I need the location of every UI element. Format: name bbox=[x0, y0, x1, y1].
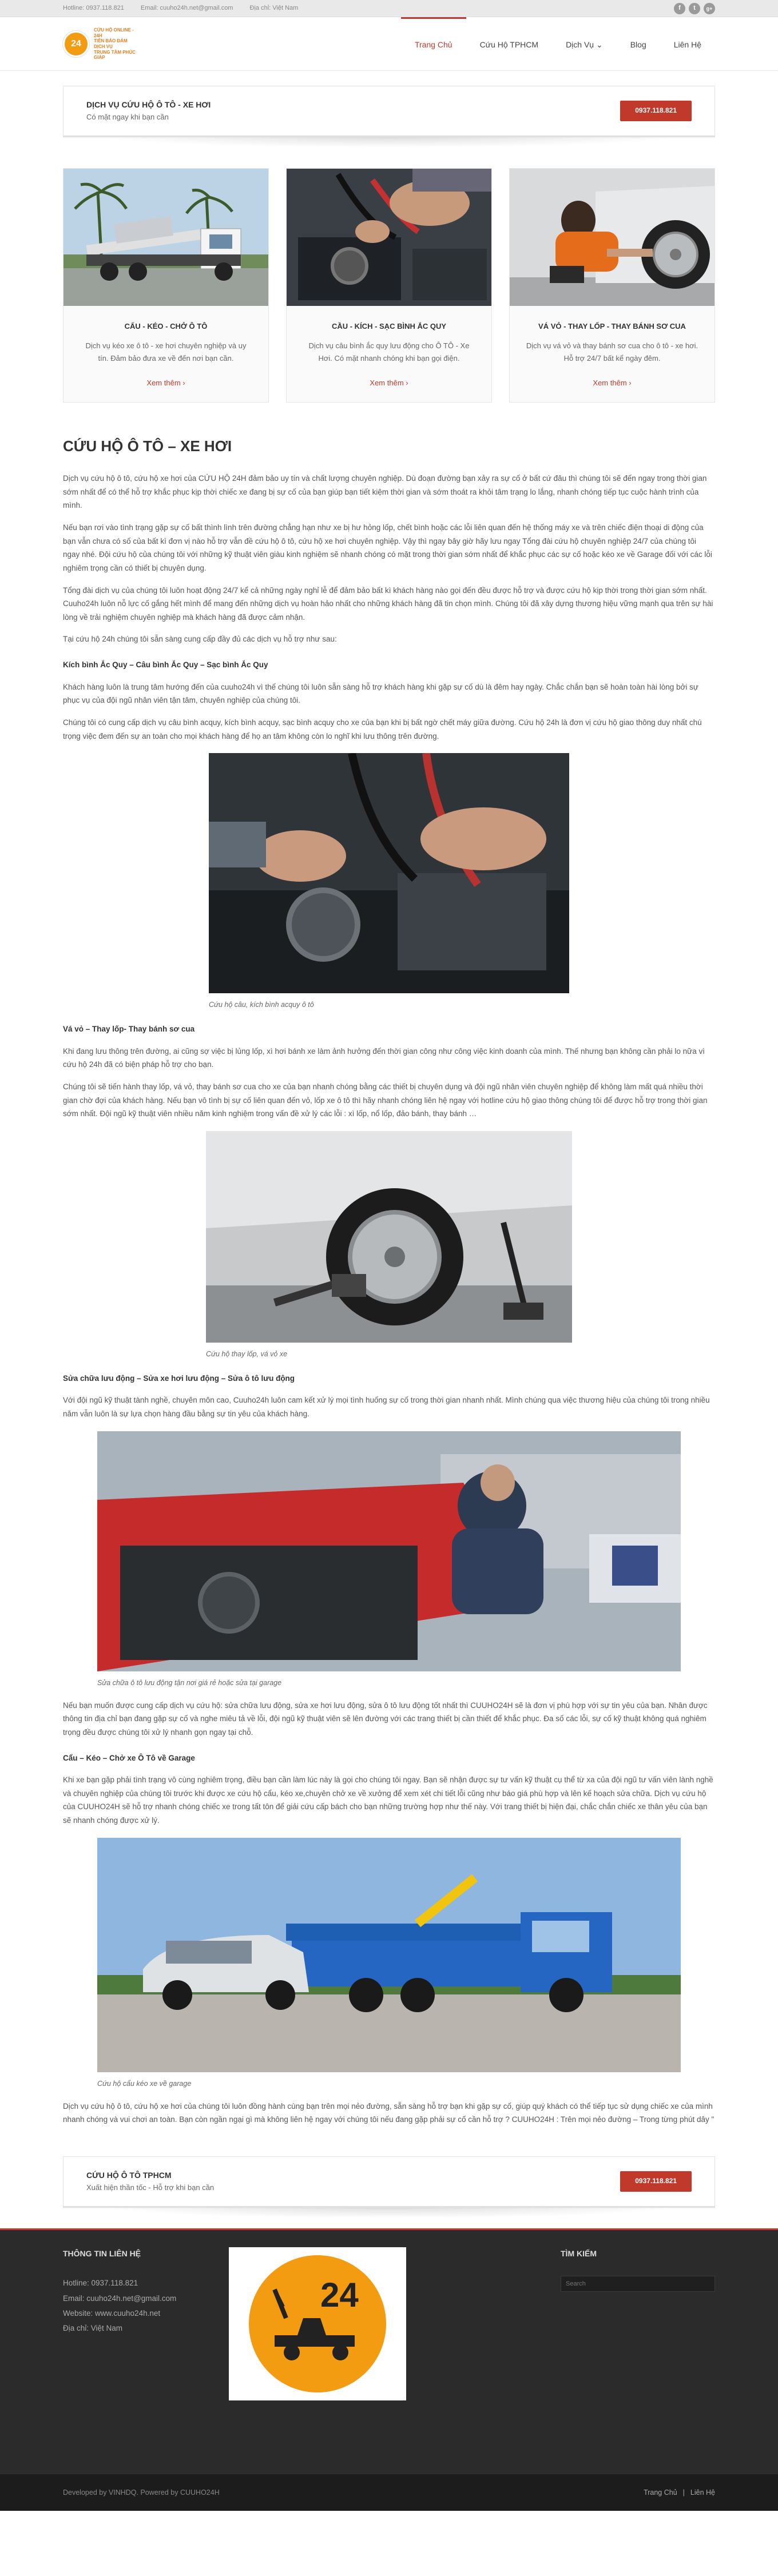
footer-contact bbox=[63, 2247, 229, 2400]
service-title: CẦU - KÍCH - SẠC BÌNH ẮC QUY bbox=[331, 322, 447, 331]
footer-links bbox=[644, 2487, 715, 2498]
top-callout bbox=[63, 86, 715, 137]
figure-tire bbox=[206, 1131, 572, 1360]
article-paragraph: Khi xe bạn gặp phải tình trạng vô cùng nghiêm trọng, điều bạn cần làm lúc này là gọi cho chúng tôi ngay. Bạn sẽ nhận được sự tư vấn kỹ thuật cụ thể từ xa của đội ngũ tư vấn viên lành nghề và chuyên nghiệp của chúng tôi trước khi được xe cứu hộ cẩu, kéo xe,chuyên chở xe về xưởng để xem xét chi tiết lỗi cũng như báo giá phù hợp và lên kế hoạch sửa chữa. Dịch vụ cứu hộ của CUUHO24H sẽ hỗ trợ nhanh chóng chiếc xe trong tất tôn để giải cứu cấp bách cho bạn những trường hợp như thế này. Với trang thiết bị hiện đại, chắc chắn chiếc xe thân yêu của bạn sẽ nhanh chóng được xử lý. bbox=[63, 1775, 713, 1825]
footer-logo-badge: 24 bbox=[320, 2275, 359, 2314]
section-heading-repair: Sửa chữa lưu động – Sửa xe hơi lưu động – Sửa ô tô lưu động bbox=[63, 1373, 295, 1383]
top-email[interactable]: Email: cuuho24h.net@gmail.com bbox=[140, 5, 233, 12]
footer-address: Địa chỉ: Việt Nam bbox=[63, 2324, 123, 2333]
service-desc: Dịch vụ câu bình ắc quy lưu động cho Ô TÔ - Xe Hơi. Có mặt nhanh chóng khi bạn gọi điện. bbox=[308, 341, 470, 363]
callout-shadow bbox=[103, 137, 675, 148]
figure-caption: Cứu hộ thay lốp, vá vỏ xe bbox=[206, 1349, 288, 1358]
figure-repair bbox=[97, 1431, 681, 1689]
service-card-tow bbox=[63, 168, 269, 403]
service-card-tire bbox=[509, 168, 715, 403]
article-paragraph: Dịch vụ cứu hộ ô tô, cứu hộ xe hơi của chúng tôi luôn đồng hành cùng bạn trên mọi nẻo đường, sẵn sàng hỗ trợ bạn khi gặp sự cố, giúp quý khách có thể tiếp tục sử dụng chiếc xe của mình nhanh chóng và vui chơi an toàn. Bạn còn ngần ngại gì mà không liên hệ ngay với chúng tôi nếu đang gặp phải sự cố cần hỗ trợ ? CUUHO24H : Trên mọi nẻo đường – Trong từng phút dây " bbox=[63, 2101, 715, 2124]
section-heading-battery: Kích bình Ắc Quy – Câu bình Ắc Quy – Sạc bình Ắc Quy bbox=[63, 660, 268, 670]
copyright-text: Developed by VINHDQ. Powered by CUUHO24H bbox=[63, 2488, 220, 2497]
footer-link-home[interactable]: Trang Chủ bbox=[644, 2488, 677, 2497]
section-heading-tow: Cẩu – Kéo – Chở xe Ô Tô về Garage bbox=[63, 1753, 195, 1762]
services-row bbox=[63, 168, 715, 403]
logo-badge: 24 bbox=[63, 31, 89, 57]
callout-title: DỊCH VỤ CỨU HỘ Ô TÔ - XE HƠI bbox=[86, 100, 211, 110]
figure-tow bbox=[97, 1838, 681, 2089]
callout-shadow bbox=[103, 2208, 675, 2218]
battery-photo bbox=[209, 753, 569, 993]
callout-phone-button[interactable]: 0937.118.821 bbox=[620, 2171, 692, 2191]
article-paragraph: Nếu bạn muốn được cung cấp dịch vụ cứu hộ: sửa chữa lưu động, sửa xe hơi lưu động, sửa ô tô lưu động tốt nhất thì CUUHO24H sẽ là đơn vị phù hợp với sự tin yêu của bạn. Nhân được thông tin địa chỉ bạn đang gặp sự cố và nghe miêu tả về lỗi, đội ngũ kỹ thuật viên sẽ lên đường với các trang thiết bị cần thiết để khắc phục. Đa số các lỗi, sự cố kỹ thuật không quá nghiêm trọng đều được chúng tôi xử lý nhanh gọn ngay tại chỗ. bbox=[63, 1701, 708, 1737]
callout-subtitle: Có mặt ngay khi bạn cần bbox=[86, 112, 169, 121]
battery-jump-image bbox=[287, 169, 491, 306]
tire-photo bbox=[206, 1131, 572, 1343]
tow-truck-image bbox=[63, 169, 268, 306]
footer-link-separator: | bbox=[682, 2488, 685, 2497]
nav-lien-he[interactable]: Liên Hệ bbox=[673, 40, 701, 50]
callout-phone-button[interactable]: 0937.118.821 bbox=[620, 101, 692, 121]
figure-caption: Sửa chữa ô tô lưu động tận nơi giá rẻ hoặc sửa tại garage bbox=[97, 1678, 282, 1687]
site-footer bbox=[0, 2228, 778, 2474]
footer-contact-title: THÔNG TIN LIÊN HỆ bbox=[63, 2248, 141, 2258]
callout-subtitle: Xuất hiện thần tốc - Hỗ trợ khi bạn cần bbox=[86, 2183, 215, 2192]
footer-hotline: Hotline: 0937.118.821 bbox=[63, 2279, 138, 2288]
logo-text: CỨU HỘ ONLINE - 24H TIÊN BẢO ĐẢM DỊCH VỤ TRUNG TÂM PHÚC GIÁP bbox=[94, 27, 136, 61]
article-paragraph: Dịch vụ cứu hộ ô tô, cứu hộ xe hơi của CỨU HỘ 24H đảm bảo uy tín và chất lượng chuyên nghiệp. Dù đoạn đường bạn xảy ra sự cố ở bất cứ đâu thì chúng tôi sẽ đến ngay trong thời gian sớm nhất để có thể hỗ trợ khắc phục kịp thời chiếc xe đang bị sự cố của bạn giúp bạn tiết kiệm thời gian và sớm thoát ra khỏi tâm trạng lo lắng, nhanh chóng tiếp tục cuộc hành trình của mình. bbox=[63, 474, 707, 510]
facebook-icon[interactable]: f bbox=[674, 3, 685, 14]
service-title: CẨU - KÉO - CHỞ Ô TÔ bbox=[124, 322, 208, 331]
site-header bbox=[0, 17, 778, 71]
footer-website[interactable]: Website: www.cuuho24h.net bbox=[63, 2308, 161, 2318]
nav-cuu-ho-tphcm[interactable]: Cứu Hộ TPHCM bbox=[479, 40, 539, 50]
footer-search bbox=[561, 2247, 715, 2400]
section-heading-tire: Vá vỏ – Thay lốp- Thay bánh sơ cua bbox=[63, 1025, 195, 1034]
article-paragraph: Nếu bạn rơi vào tình trạng gặp sự cố bất thình lình trên đường chẳng hạn như xe bị hư hỏng lốp, chết bình hoặc các lỗi liên quan đến hệ thống máy xe và trên chiếc điện thoại di động của bạn vẫn chưa có số của bất kì đơn vị nào hỗ trợ vẫn đề cứu hộ ô tô, cứu hộ xe hơi chuyên nghiệp. Vậy thì ngay bây giờ hãy lưu ngay Tổng đài cứu hộ chuyên nghiệp 24/7 của chúng tôi ngay nhé. Đội cứu hộ của chúng tôi với những kỹ thuật viên giàu kinh nghiệm sẽ nhanh chóng có mặt trong thời gian sớm nhất để khắc phục các sự cố hoặc kéo xe về Garage đối với các lỗi nghiêm trọng cần có thiết bị chuyên dụng. bbox=[63, 523, 712, 572]
footer-search-title: TÌM KIẾM bbox=[561, 2248, 597, 2258]
service-title: VÁ VỎ - THAY LỐP - THAY BÁNH SƠ CUA bbox=[538, 322, 686, 331]
article-paragraph: Khi đang lưu thông trên đường, ai cũng sợ việc bị lủng lốp, xì hơi bánh xe làm ảnh hưởng đến thời gian công như công việc kinh doanh của mình. Thế nhưng bạn không cần phải lo nữa vì cứu hộ 24h đã có biện pháp hỗ trợ cho bạn. bbox=[63, 1046, 705, 1069]
google-plus-icon[interactable]: g+ bbox=[704, 3, 715, 14]
twitter-icon[interactable]: t bbox=[689, 3, 700, 14]
footer-email[interactable]: Email: cuuho24h.net@gmail.com bbox=[63, 2294, 177, 2303]
tow-photo bbox=[97, 1838, 681, 2072]
top-location: Địa chỉ: Việt Nam bbox=[249, 5, 299, 12]
article-paragraph: Chúng tôi sẽ tiến hành thay lốp, vá vỏ, thay bánh sơ cua cho xe của bạn nhanh chóng bằng các thiết bị chuyên dụng và đội ngũ nhân viên chuyên nghiệp để không làm mất quá nhiều thời gian chờ đợi của khách hàng. Nếu bạn vô tình bị sự cố liên quan đến vỏ, lốp xe ô tô thì hãy nhanh chóng liên hệ ngay với hotline cứu hộ giao thông chúng tôi để được hỗ trợ trong thời gian sớm nhất. Đội ngũ kỹ thuật viên nhiều năm kinh nghiệm trong vấn đề xử lý các lỗi : xì lốp, nổ lốp, đảo bánh, thay bánh … bbox=[63, 1082, 708, 1118]
service-card-battery bbox=[286, 168, 492, 403]
footer-logo bbox=[229, 2247, 406, 2400]
article-paragraph: Với đội ngũ kỹ thuật tành nghề, chuyên môn cao, Cuuho24h luôn cam kết xử lý mọi tình huống sự cố trong thời gian nhanh nhất. Mình chúng qua việc thương hiệu của chúng tôi trong nhiều năm vẫn luôn là sự lựa chọn hàng đầu bằng sự tin yêu của khách hàng. bbox=[63, 1396, 710, 1419]
repair-photo bbox=[97, 1431, 681, 1671]
nav-blog[interactable]: Blog bbox=[630, 40, 646, 50]
article-paragraph: Chúng tôi có cung cấp dịch vụ câu bình acquy, kích bình acquy, sạc bình acquy cho xe của bạn khi bị bất ngờ chết máy giữa đường. Cứu hộ 24h là đơn vị cứu hộ giao thông duy nhất chú trọng việc đem đến sự an toàn cho mọi khách hàng để họ an tâm không còn lo nghĩ khi lưu thông trên đường. bbox=[63, 718, 702, 740]
bottom-callout bbox=[63, 2156, 715, 2208]
article-paragraph: Khách hàng luôn là trung tâm hướng đến của cuuho24h vì thế chúng tôi luôn sẵn sàng hỗ trợ khách hàng khi gặp sự cố dù là đêm hay ngày. Chắc chắn bạn sẽ hoàn toàn hài lòng bởi sự phục vụ của đội ngũ nhân viên tận tâm, chuyên nghiệp của chúng tôi. bbox=[63, 682, 698, 705]
article-title: CỨU HỘ Ô TÔ – XE HƠI bbox=[63, 437, 232, 455]
service-more-link[interactable]: Xem thêm › bbox=[146, 378, 185, 387]
tire-change-image bbox=[510, 169, 715, 306]
figure-caption: Cứu hộ cẩu kéo xe về garage bbox=[97, 2079, 192, 2088]
article bbox=[63, 435, 715, 2127]
copyright-bar bbox=[0, 2474, 778, 2511]
footer-link-contact[interactable]: Liên Hệ bbox=[690, 2488, 715, 2497]
nav-dich-vu[interactable]: Dịch Vụ ⌄ bbox=[566, 40, 603, 50]
main-nav bbox=[401, 17, 715, 71]
service-more-link[interactable]: Xem thêm › bbox=[370, 378, 408, 387]
top-hotline: Hotline: 0937.118.821 bbox=[63, 5, 124, 12]
figure-battery bbox=[209, 753, 569, 1010]
service-desc: Dịch vụ vá vỏ và thay bánh sơ cua cho ô tô - xe hơi. Hỗ trợ 24/7 bất kể ngày đêm. bbox=[526, 341, 698, 363]
footer-search-input[interactable] bbox=[561, 2276, 715, 2292]
nav-home[interactable]: Trang Chủ bbox=[401, 17, 466, 71]
top-bar bbox=[0, 0, 778, 17]
site-logo[interactable] bbox=[63, 27, 140, 61]
figure-caption: Cứu hộ câu, kích bình acquy ô tô bbox=[209, 1001, 314, 1009]
service-desc: Dịch vụ kéo xe ô tô - xe hơi chuyên nghiệp và uy tín. Đảm bảo đưa xe về đến nơi bạn cần. bbox=[85, 341, 247, 363]
article-paragraph: Tổng đài dịch vụ của chúng tôi luôn hoạt động 24/7 kể cả những ngày nghỉ lễ để đảm bảo bất kì khách hàng nào gọi đến đều được hỗ trợ và được cứu hộ kịp thời trong thời gian sớm nhất. Cuuho24h luôn nỗ lực cố gắng hết mình để mang đến những dịch vụ hoàn hảo nhất cho những khách hàng đã tin chọn mình. Chúng tôi đã xây dựng thương hiệu vững mạnh qua trên sự hài lòng về trải nghiệm chuyên nghiệp mà khách hàng đã được cảm nhận. bbox=[63, 586, 713, 622]
social-links bbox=[674, 3, 715, 14]
service-more-link[interactable]: Xem thêm › bbox=[593, 378, 632, 387]
top-contact-info bbox=[63, 3, 313, 14]
article-paragraph: Tại cứu hộ 24h chúng tôi sẵn sàng cung cấp đầy đủ các dịch vụ hỗ trợ như sau: bbox=[63, 635, 337, 644]
callout-title: CỨU HỘ Ô TÔ TPHCM bbox=[86, 2171, 172, 2180]
